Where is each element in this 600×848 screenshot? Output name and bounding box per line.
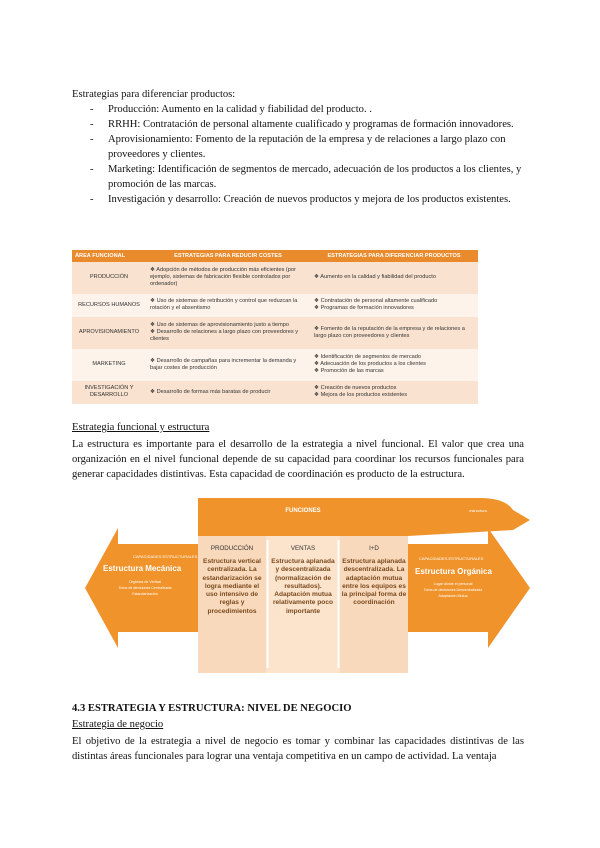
right-arrow-line: Adaptación Mutua: [438, 594, 468, 598]
corner-arrow: [408, 498, 530, 536]
left-arrow-line: Estandarización: [132, 592, 158, 596]
list-item: - Producción: Aumento en la calidad y fiabilidad del producto. .: [90, 104, 372, 115]
section-paragraph: El objetivo de la estrategia a nivel de negocio es tomar y combinar las capacidades distintivas de las distintas áreas funcionales para lograr una ventaja competitiva en un campo de actividad. La ventaja: [72, 736, 524, 762]
left-arrow-line: Toma de decisiones Centralizada: [118, 586, 172, 590]
table-cell: PRODUCCIÓN: [72, 262, 146, 294]
right-arrow-title: Estructura Orgánica: [415, 567, 492, 576]
left-arrow-small: CAPACIDADES ESTRUCTURALES: [133, 554, 198, 559]
table-cell: ❖ Creación de nuevos productos ❖ Mejora de los productos existentes: [310, 381, 478, 404]
right-arrow-line: Lugar dónde el personal: [433, 582, 473, 586]
column-title: PRODUCCIÓN: [210, 545, 254, 552]
table-cell: ❖ Identificación de segmentos de mercado ❖ Adecuación de los productos a los clientes ❖ Promoción de las marcas: [310, 349, 478, 381]
corner-label: estructura: [469, 508, 487, 513]
table-row: [72, 294, 478, 317]
table-header: ÁREA FUNCIONAL: [72, 250, 146, 262]
section-heading: 4.3 ESTRATEGIA Y ESTRUCTURA: NIVEL DE NEGOCIO: [72, 703, 352, 714]
list-item: - Investigación y desarrollo: Creación de nuevos productos y mejora de los productos existentes.: [90, 194, 511, 205]
table-cell: ❖ Contratación de personal altamente cualificado ❖ Programas de formación innovadores: [310, 294, 478, 317]
column-text-wrap: [199, 558, 265, 670]
left-arrow-line: Orgánica de Vertical: [128, 580, 162, 584]
structure-diagram: [85, 498, 530, 673]
table-row: [72, 262, 478, 294]
table-header: ESTRATEGIAS PARA REDUCIR COSTES: [146, 250, 310, 262]
right-arrow-small: CAPACIDADES ESTRUCTURALES: [419, 556, 484, 561]
table-cell: ❖ Fomento de la reputación de la empresa y de relaciones a largo plazo con proveedores y clientes: [310, 317, 478, 349]
table-row: [72, 317, 478, 349]
table-cell: MARKETING: [72, 349, 146, 381]
column-title: VENTAS: [290, 545, 316, 552]
list-item: - RRHH: Contratación de personal altamente cualificado y programas de formación innovadores.: [90, 119, 514, 130]
table-cell: INVESTIGACIÓN Y DESARROLLO: [72, 381, 146, 404]
functions-band: [198, 498, 408, 536]
functional-strategy-table: [72, 250, 478, 404]
intro-text: Estrategias para diferenciar productos:: [72, 89, 236, 100]
table-cell: APROVISIONAMIENTO: [72, 317, 146, 349]
column-text: Estructura vertical centralizada. La estandarización se logra mediante el uso intensivo de reglas y procedimientos: [202, 558, 262, 615]
section-heading: Estrategia funcional y estructura: [72, 422, 210, 433]
table-cell: RECURSOS HUMANOS: [72, 294, 146, 317]
table-header: ESTRATEGIAS PARA DIFERENCIAR PRODUCTOS: [310, 250, 478, 262]
table-cell: ❖ Desarrollo de campañas para incrementar la demanda y bajar costes de producción: [146, 349, 310, 381]
left-arrow-title: Estructura Mecánica: [103, 564, 182, 573]
column-text-wrap: [270, 558, 336, 670]
column-text: Estructura aplanada descentralizada. La adaptación mutua entre los equipos es la principal forma de coordinación: [341, 558, 407, 607]
section-paragraph: La estructura es importante para el desarrollo de la estrategia a nivel funcional. El valor que crea una organización en el nivel funcional depende de su capacidad para coordinar los recursos funcionales para generar capacidades distintivas. Esta capacidad de coordinación es producto de la estructura.: [72, 439, 524, 480]
column-text: Estructura aplanada y descentralizada (normalización de resultados). Adaptación mutua relativamente poco importante: [271, 558, 335, 615]
table-cell: ❖ Adopción de métodos de producción más eficientes (por ejemplo, sistemas de fabricación flexible controlados por ordenador): [146, 262, 310, 294]
column-text-wrap: [341, 558, 407, 670]
column-title: I+D: [369, 545, 379, 552]
table-cell: ❖ Uso de sistemas de retribución y control que reduzcan la rotación y el absentismo: [146, 294, 310, 317]
table-row: [72, 349, 478, 381]
table-cell: ❖ Uso de sistemas de aprovisionamiento justo a tiempo ❖ Desarrollo de relaciones a largo plazo con proveedores y clientes: [146, 317, 310, 349]
strategy-bullet-list: [90, 102, 530, 207]
table-cell: ❖ Desarrollo de formas más baratas de producir: [146, 381, 310, 404]
section-subheading: Estrategia de negocio: [72, 719, 164, 730]
table-cell: ❖ Aumento en la calidad y fiabilidad del producto: [310, 262, 478, 294]
list-item: - Aprovisionamiento: Fomento de la reputación de la empresa y de relaciones a largo plazo con proveedores y clientes.: [90, 134, 506, 160]
list-item: - Marketing: Identificación de segmentos de mercado, adecuación de los productos a los clientes, y promoción de las marcas.: [90, 164, 522, 190]
functions-label: FUNCIONES: [285, 508, 321, 514]
right-arrow-line: Toma de decisiones Descentralizada: [423, 588, 483, 592]
table-row: [72, 381, 478, 404]
